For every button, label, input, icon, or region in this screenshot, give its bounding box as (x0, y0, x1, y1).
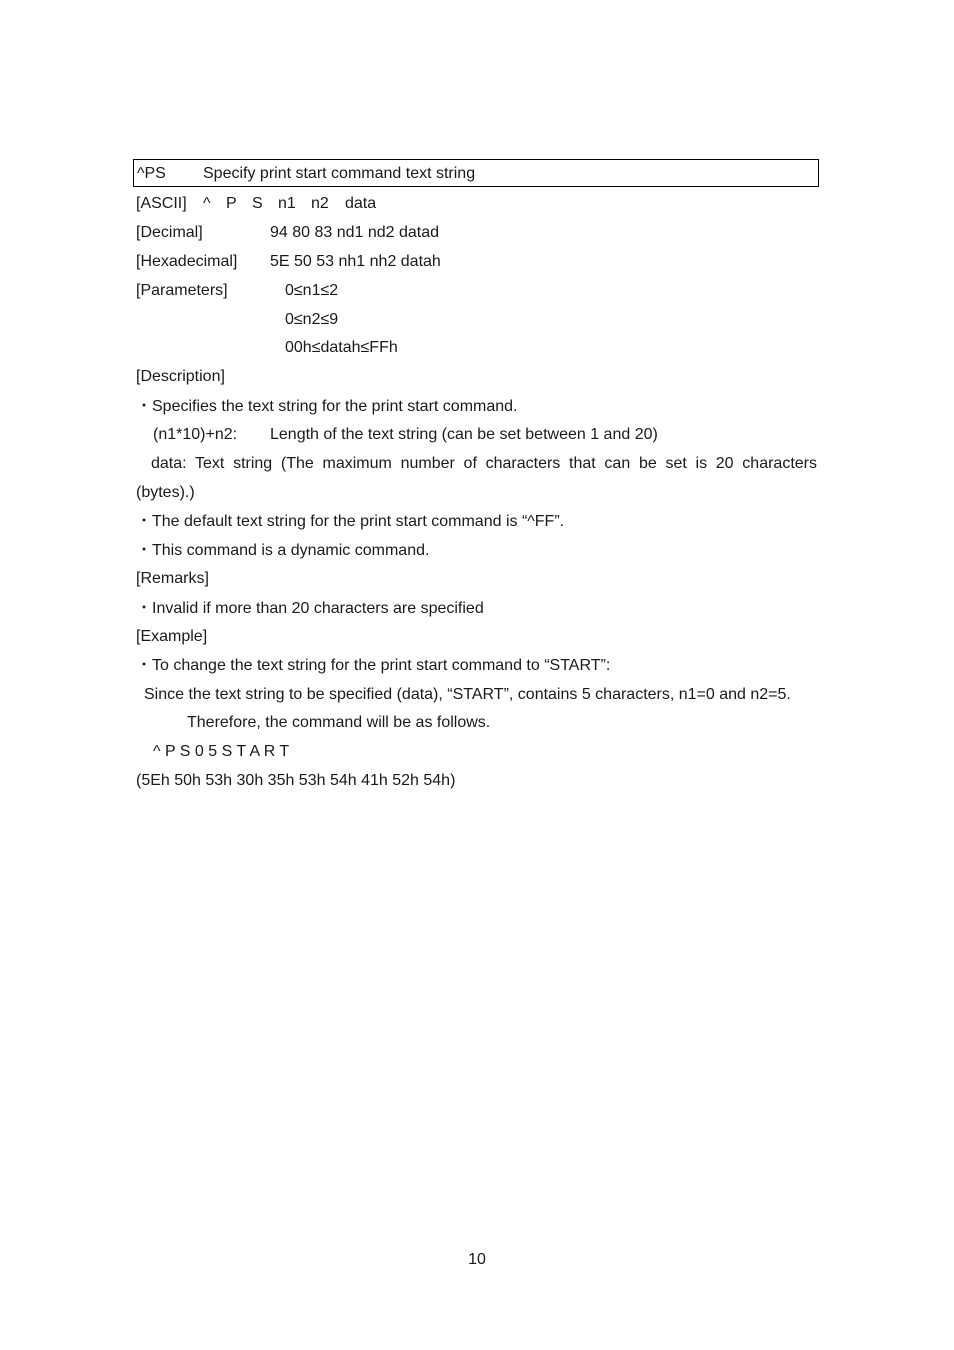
ascii-token-n1: n1 (278, 195, 296, 212)
description-label: [Description] (136, 368, 225, 385)
ascii-token-n2: n2 (311, 195, 329, 212)
description-bullet-3: ・This command is a dynamic command. (136, 542, 430, 559)
remarks-label: [Remarks] (136, 570, 209, 587)
example-hex: (5Eh 50h 53h 30h 35h 53h 54h 41h 52h 54h) (136, 772, 456, 789)
command-title-box (133, 159, 819, 187)
page-number: 10 (468, 1251, 486, 1268)
hexadecimal-label: [Hexadecimal] (136, 253, 238, 270)
param-data-desc-cont: (bytes).) (136, 484, 195, 501)
param-data-desc: data: Text string (The maximum number of characters that can be set is 20 characters (151, 455, 817, 472)
ascii-token-s: S (252, 195, 263, 212)
example-line-3: Therefore, the command will be as follows. (187, 714, 491, 731)
example-label: [Example] (136, 628, 208, 645)
parameter-range-n2: 0≤n2≤9 (285, 311, 339, 328)
description-bullet-2: ・The default text string for the print start command is “^FF”. (136, 513, 565, 530)
decimal-label: [Decimal] (136, 224, 203, 241)
example-line-2: Since the text string to be specified (data), “START”, contains 5 characters, n1=0 and n2=5. (144, 686, 791, 703)
param-length-desc: Length of the text string (can be set between 1 and 20) (270, 426, 658, 443)
description-bullet-1: ・Specifies the text string for the print start command. (136, 398, 518, 415)
param-length-name: (n1*10)+n2: (153, 426, 238, 443)
parameter-range-data: 00h≤datah≤FFh (285, 339, 398, 356)
remarks-bullet-1: ・Invalid if more than 20 characters are specified (136, 600, 484, 617)
command-title: Specify print start command text string (203, 165, 476, 182)
ascii-token-p: P (226, 195, 237, 212)
example-command: ^ P S 0 5 S T A R T (153, 743, 290, 760)
command-code: ^PS (137, 165, 166, 182)
hexadecimal-value: 5E 50 53 nh1 nh2 datah (270, 253, 441, 270)
parameters-label: [Parameters] (136, 282, 228, 299)
ascii-token-caret: ^ (203, 195, 211, 212)
ascii-token-data: data (345, 195, 377, 212)
ascii-label: [ASCII] (136, 195, 187, 212)
decimal-value: 94 80 83 nd1 nd2 datad (270, 224, 440, 241)
parameter-range-n1: 0≤n1≤2 (285, 282, 339, 299)
example-bullet-1: ・To change the text string for the print start command to “START”: (136, 657, 611, 674)
